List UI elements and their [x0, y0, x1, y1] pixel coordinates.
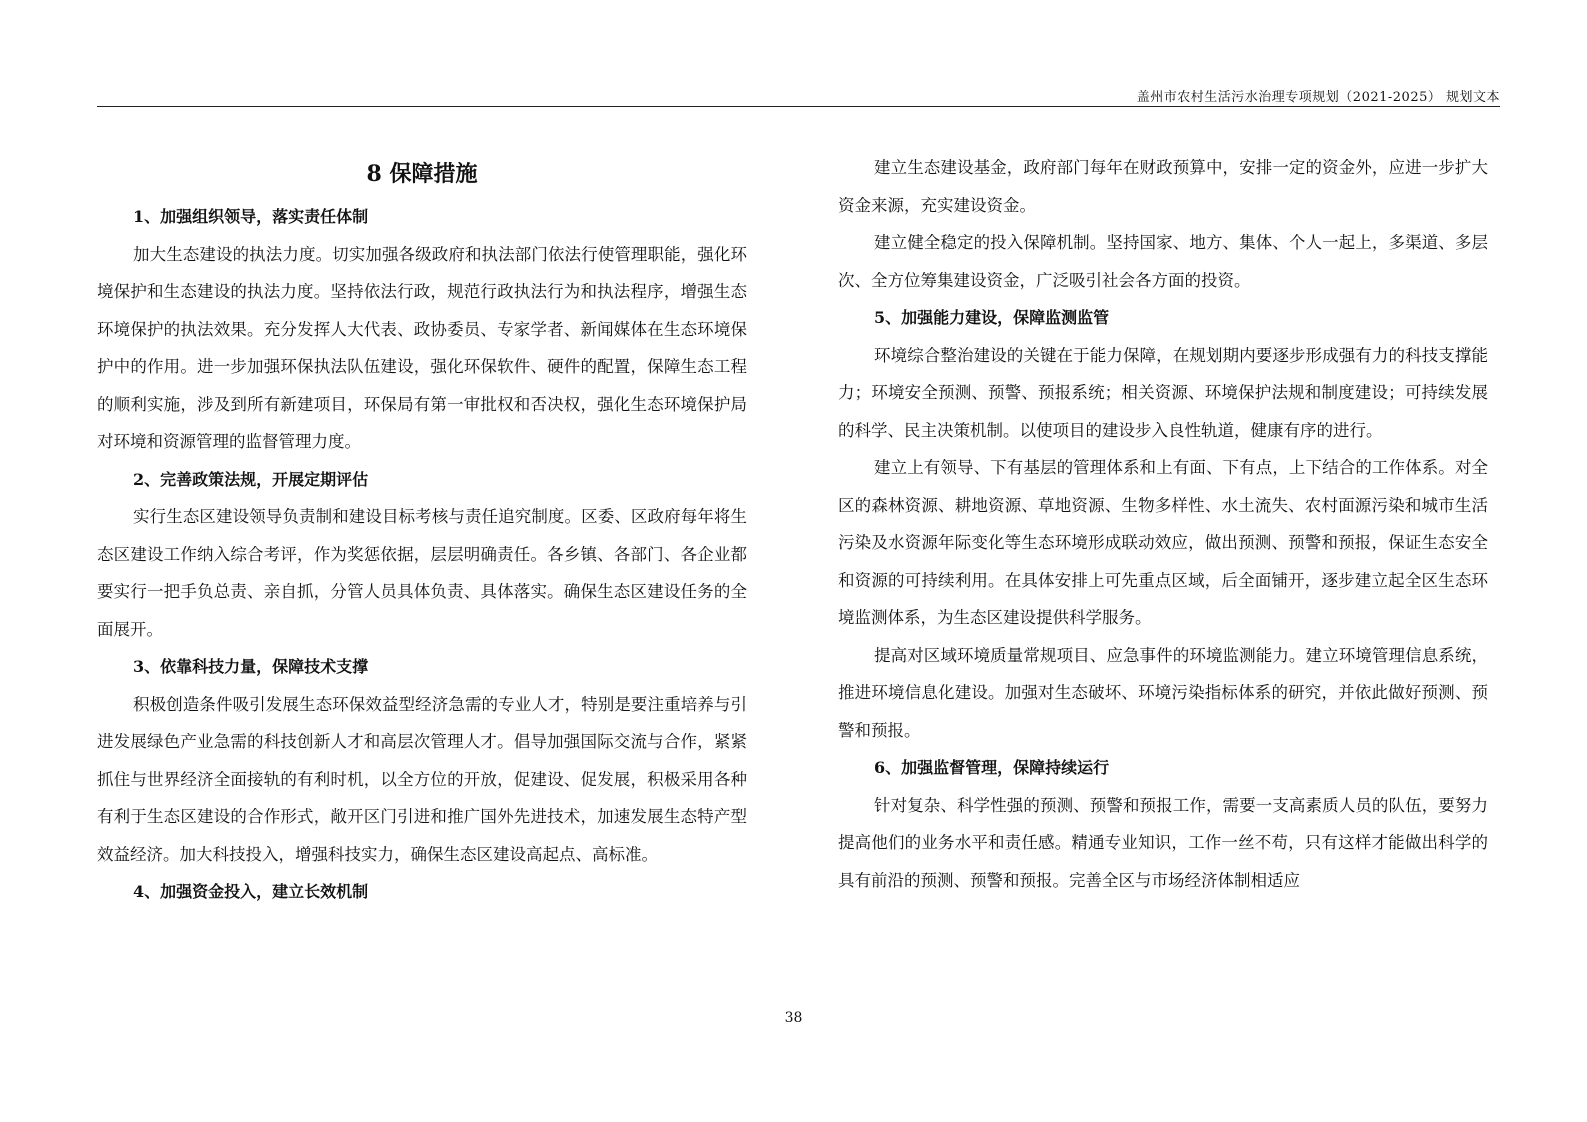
section-5-paragraph-2: 建立上有领导、下有基层的管理体系和上有面、下有点，上下结合的工作体系。对全区的森林资源、耕地资源、草地资源、生物多样性、水土流失、农村面源污染和城市生活污染及水资源年际变化等生态环境形成联动效应，做出预测、预警和预报，保证生态安全和资源的可持续利用。在具体安排上可先重点区域，后全面铺开，逐步建立起全区生态环境监测体系，为生态区建设提供科学服务。 [838, 458, 1488, 627]
section-heading-2: 2、完善政策法规，开展定期评估 [133, 469, 369, 489]
section-5-paragraph-3: 提高对区域环境质量常规项目、应急事件的环境监测能力。建立环境管理信息系统，推进环境信息化建设。加强对生态破坏、环境污染指标体系的研究，并依此做好预测、预警和预报。 [838, 645, 1488, 740]
section-heading-1: 1、加强组织领导，落实责任体制 [133, 207, 369, 226]
header-rule [97, 106, 1500, 107]
section-heading-5: 5、加强能力建设，保障监测监管 [874, 308, 1110, 327]
chapter-title: 8 保障措施 [366, 161, 478, 187]
right-column [838, 150, 1488, 899]
section-4-paragraph-2: 建立健全稳定的投入保障机制。坚持国家、地方、集体、个人一起上，多渠道、多层次、全方位筹集建设资金，广泛吸引社会各方面的投资。 [838, 233, 1488, 290]
left-column [97, 150, 747, 911]
running-header-title: 盖州市农村生活污水治理专项规划（2021-2025） 规划文本 [1136, 90, 1500, 105]
section-heading-6: 6、加强监督管理，保障持续运行 [874, 758, 1110, 777]
page-number: 38 [784, 1010, 803, 1026]
section-heading-3: 3、依靠科技力量，保障技术支撑 [133, 657, 369, 676]
section-heading-4: 4、加强资金投入，建立长效机制 [133, 882, 369, 901]
section-5-paragraph-1: 环境综合整治建设的关键在于能力保障，在规划期内要逐步形成强有力的科技支撑能力；环境安全预测、预警、预报系统；相关资源、环境保护法规和制度建设；可持续发展的科学、民主决策机制。以使项目的建设步入良性轨道，健康有序的进行。 [838, 345, 1488, 440]
section-1-paragraph: 加大生态建设的执法力度。切实加强各级政府和执法部门依法行使管理职能，强化环境保护和生态建设的执法力度。坚持依法行政，规范行政执法行为和执法程序，增强生态环境保护的执法效果。充分发挥人大代表、政协委员、专家学者、新闻媒体在生态环境保护中的作用。进一步加强环保执法队伍建设，强化环保软件、硬件的配置，保障生态工程的顺利实施，涉及到所有新建项目，环保局有第一审批权和否决权，强化生态环境保护局对环境和资源管理的监督管理力度。 [97, 244, 747, 451]
section-4-paragraph-1: 建立生态建设基金，政府部门每年在财政预算中，安排一定的资金外，应进一步扩大资金来源，充实建设资金。 [838, 158, 1488, 215]
section-2-paragraph: 实行生态区建设领导负责制和建设目标考核与责任追究制度。区委、区政府每年将生态区建设工作纳入综合考评，作为奖惩依据，层层明确责任。各乡镇、各部门、各企业都要实行一把手负总责、亲自抓，分管人员具体负责、具体落实。确保生态区建设任务的全面展开。 [97, 507, 747, 639]
section-6-paragraph-1: 针对复杂、科学性强的预测、预警和预报工作，需要一支高素质人员的队伍，要努力提高他们的业务水平和责任感。精通专业知识，工作一丝不苟，只有这样才能做出科学的具有前沿的预测、预警和预报。完善全区与市场经济体制相适应 [838, 795, 1488, 890]
section-3-paragraph: 积极创造条件吸引发展生态环保效益型经济急需的专业人才，特别是要注重培养与引进发展绿色产业急需的科技创新人才和高层次管理人才。倡导加强国际交流与合作，紧紧抓住与世界经济全面接轨的有利时机，以全方位的开放，促建设、促发展，积极采用各种有利于生态区建设的合作形式，敞开区门引进和推广国外先进技术，加速发展生态特产型效益经济。加大科技投入，增强科技实力，确保生态区建设高起点、高标准。 [97, 694, 747, 864]
